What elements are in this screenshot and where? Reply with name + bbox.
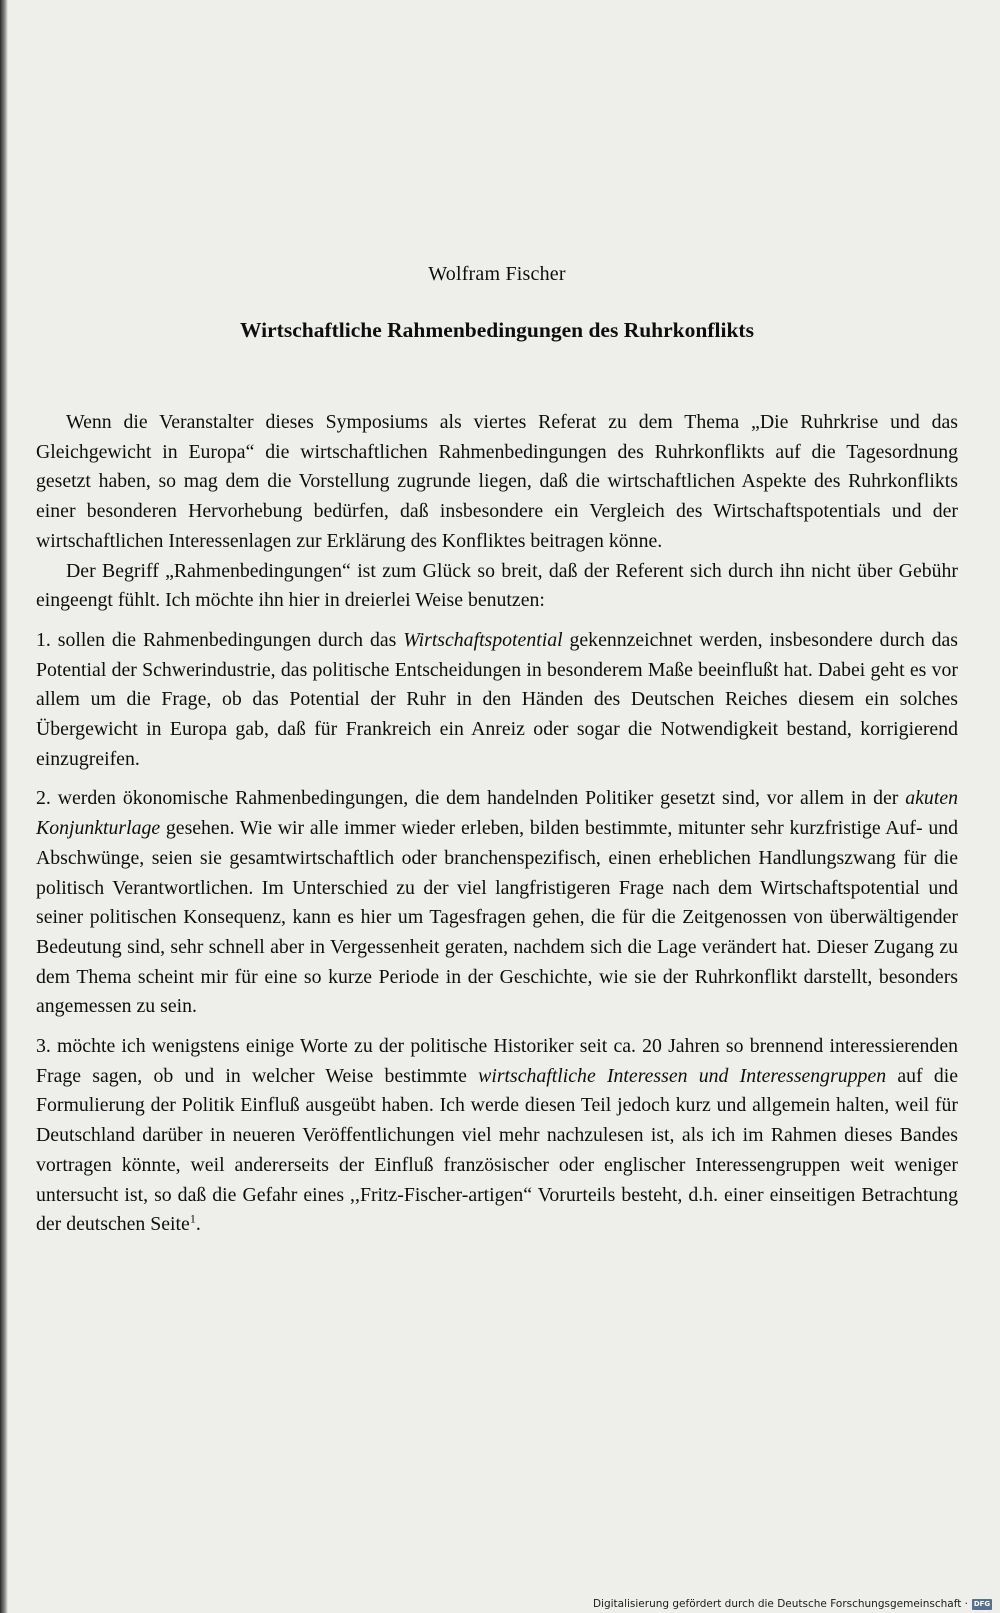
document-page <box>36 0 958 1613</box>
digitization-footer <box>593 1598 992 1610</box>
point-2-rest: gesehen. Wie wir alle immer wieder erleben, bilden bestimmte, mitunter sehr kurzfristige Auf- und Abschwünge, seien sie gesamtwirtschaftlich oder branchenspezifisch, einen erheblichen Handlungszwang für die politisch Verantwortlichen. Im Unterschied zu der viel langfristigeren Frage nach dem Wirtschaftspotential und seiner politischen Konsequenz, kann es hier um Tagesfragen gehen, die für die Zeitgenossen von überwältigender Bedeutung sind, sehr schnell aber in Vergessenheit geraten, nachdem sich die Lage verändert hat. Dieser Zugang zu dem Thema scheint mir für eine so kurze Periode in der Geschichte, wie sie der Ruhrkonflikt darstellt, besonders angemessen zu sein. <box>36 817 958 1018</box>
paragraph-point-3 <box>36 1032 958 1240</box>
point-1-lead: 1. sollen die Rahmenbedingungen durch das <box>36 628 404 651</box>
dfg-logo: DFG <box>973 1599 991 1608</box>
paragraph-intro: Wenn die Veranstalter dieses Symposiums als viertes Referat zu dem Thema „Die Ruhrkrise und das Gleichgewicht in Europa“ die wirtschaftlichen Rahmenbedingungen des Ruhrkonflikts auf die Tagesordnung gesetzt haben, so mag dem die Vorstellung zugrunde liegen, daß die wirtschaftlichen Aspekte des Ruhrkonflikts einer besonderen Hervorhebung bedürfen, daß insbesondere ein Vergleich des Wirtschaftspotentials und der wirtschaftlichen Interessenlagen zur Erklärung des Konfliktes beitragen könne. <box>36 411 958 552</box>
footer-credit: Digitalisierung gefördert durch die Deutsche Forschungsgemeinschaft · <box>592 1598 968 1610</box>
point-3-lead: 3. möchte ich wenigstens einige Worte zu der politische Historiker seit ca. 20 Jahren so brennend interessierenden Frage sagen, ob und in welcher Weise bestimmte <box>36 1035 958 1087</box>
article-body <box>36 408 958 1240</box>
point-1-rest: gekennzeichnet werden, insbesondere durch das Potential der Schwerindustrie, das politische Entscheidungen in besonderem Maße beeinflußt hat. Dabei geht es vor allem um die Frage, ob das Potential der Ruhr in den Händen des Deutschen Reiches diesem ein solches Übergewicht in Europa gab, daß für Frankreich ein Anreiz oder sogar die Notwendigkeit bestand, korrigierend einzugreifen. <box>36 628 958 770</box>
point-3-emphasis: wirtschaftliche Interessen und Interessengruppen <box>478 1064 887 1087</box>
scan-shadow-edge <box>0 0 8 1613</box>
author-name: Wolfram Fischer <box>428 263 566 285</box>
paragraph-point-2 <box>36 784 958 1022</box>
point-3-tail: . <box>195 1213 201 1236</box>
point-3-rest: auf die Formulierung der Politik Einfluß ausgeübt haben. Ich werde diesen Teil jedoch kurz und allgemein halten, weil für Deutschland darüber in neueren Veröffentlichungen viel mehr nachzulesen ist, als ich im Rahmen dieses Bandes vortragen könnte, weil andererseits der Einfluß französischer oder englischer Interessengruppen weit weniger untersucht ist, so daß die Gefahr eines ,,Fritz-Fischer-artigen“ Vorurteils besteht, d.h. einer einseitigen Betrachtung der deutschen Seite <box>36 1064 958 1236</box>
point-2-emphasis: akuten Konjunkturlage <box>36 787 958 840</box>
paragraph-point-1 <box>36 626 958 775</box>
footnote-marker[interactable]: 1 <box>189 1211 196 1226</box>
paragraph-definition: Der Begriff „Rahmenbedingungen“ ist zum Glück so breit, daß der Referent sich durch ihn nicht über Gebühr eingeengt fühlt. Ich möchte ihn hier in dreierlei Weise benutzen: <box>36 559 958 612</box>
article-title: Wirtschaftliche Rahmenbedingungen des Ruhrkonflikts <box>240 318 754 342</box>
point-1-emphasis: Wirtschaftspotential <box>403 628 563 651</box>
point-2-lead: 2. werden ökonomische Rahmenbedingungen, die dem handelnden Politiker gesetzt sind, vor allem in der <box>36 787 906 810</box>
